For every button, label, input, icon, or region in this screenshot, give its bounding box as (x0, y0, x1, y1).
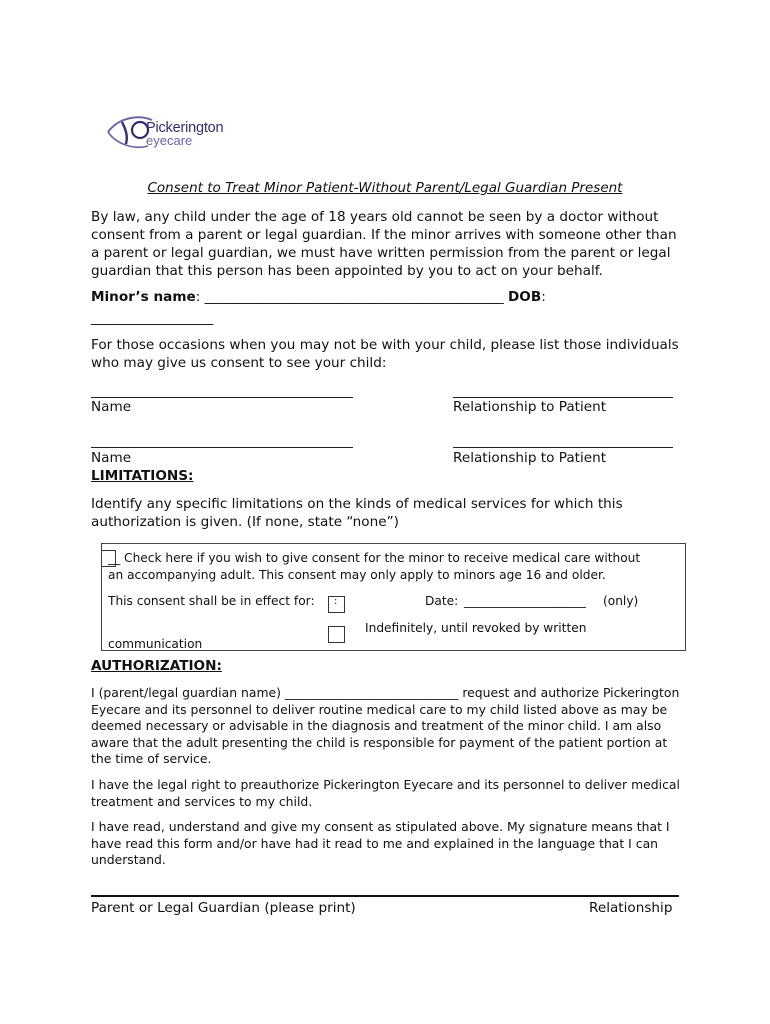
communication-label: communication (108, 637, 203, 651)
designee-1-name-field[interactable] (91, 397, 353, 398)
intro-paragraph: By law, any child under the age of 18 years old cannot be seen by a doctor without consent from a parent or legal guardian. If the minor arrives with someone other than a parent or legal guardian, we must have written permission from the parent or legal guardian that this person has been appointed by you to act on your behalf. (91, 209, 677, 279)
authorization-paragraph-1: I (parent/legal guardian name) ____________________________ request and authorize Pickerington Eyecare and its personnel to deliver routine medical care to my child listed above as may be deemed necessary or advisable in the diagnosis and treatment of the minor child. I am also aware that the adult presenting the child is responsible for payment of the patient portion at the time of service. (91, 685, 680, 766)
designee-1-name-label: Name (91, 399, 132, 415)
parent-guardian-label: Parent or Legal Guardian (please print) (91, 900, 356, 916)
effect-label: This consent shall be in effect for: (108, 594, 315, 608)
authorization-paragraph-2: I have the legal right to preauthorize Pickerington Eyecare and its personnel to deliver medical treatment and services to my child. (91, 777, 680, 809)
designee-1-relationship-field[interactable] (453, 397, 673, 398)
minor-name-label: Minor’s name (91, 289, 196, 305)
limitations-heading: LIMITATIONS: (91, 468, 194, 484)
dob-label: DOB (508, 289, 542, 305)
only-label: (only) (603, 594, 639, 608)
designee-2-relationship-field[interactable] (453, 447, 673, 448)
consent-checkbox-label: __ Check here if you wish to give consent for the minor to receive medical care without (108, 551, 641, 565)
date-field[interactable]: ____________________ (464, 594, 586, 608)
designee-2-name-label: Name (91, 450, 132, 466)
authorization-heading: AUTHORIZATION: (91, 658, 222, 674)
authorization-paragraph-3: I have read, understand and give my consent as stipulated above. My signature means that I have read this form and/or have had it read to me and explained in the language that I can understand. (91, 819, 670, 867)
logo-name: Pickerington (146, 120, 224, 136)
indefinite-label: Indefinitely, until revoked by written (365, 621, 587, 635)
checkbox-mark: : (334, 596, 338, 607)
minor-name-field[interactable]: : ____________________________________________ (195, 289, 504, 305)
indefinite-option-checkbox[interactable] (328, 626, 345, 643)
designee-2-name-field[interactable] (91, 447, 353, 448)
dob-field[interactable]: __________________ (91, 310, 214, 326)
consent-box (101, 543, 686, 651)
minor-name-row (91, 289, 546, 305)
form-title: Consent to Treat Minor Patient-Without Parent/Legal Guardian Present (147, 180, 623, 196)
designee-1-relationship-label: Relationship to Patient (453, 399, 607, 415)
designee-2-relationship-label: Relationship to Patient (453, 450, 607, 466)
logo-tagline: eyecare (146, 133, 193, 148)
limitations-paragraph: Identify any specific limitations on the kinds of medical services for which this authorization is given. (If none, state “none”) (91, 496, 623, 530)
dob-colon: : (541, 289, 546, 305)
relationship-label: Relationship (589, 900, 673, 916)
signature-line[interactable] (91, 895, 679, 897)
date-label: Date: (425, 594, 459, 608)
consent-age-note: an accompanying adult. This consent may only apply to minors age 16 and older. (108, 568, 606, 582)
occasions-paragraph: For those occasions when you may not be with your child, please list those individuals who may give us consent to see your child: (91, 337, 679, 371)
